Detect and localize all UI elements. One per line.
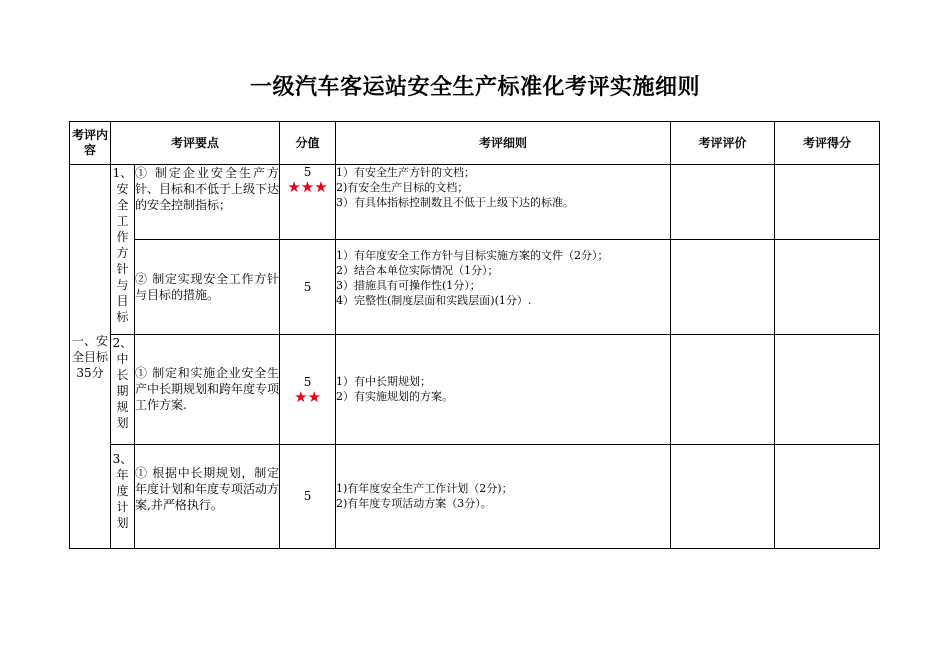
- table-row: [70, 335, 880, 445]
- key-point-text: ① 制定企业安全生产方针、目标和不低于上级下达的安全控制指标；: [135, 166, 280, 212]
- key-point-text: ② 制定实现安全工作方针与目标的措施。: [135, 272, 280, 302]
- rule-line: 2）有实施规划的方案。: [336, 390, 454, 403]
- points-cell[interactable]: [775, 335, 880, 445]
- evaluation-cell[interactable]: [671, 165, 775, 240]
- header-key-points: 考评要点: [111, 122, 280, 165]
- rule-line: 2）结合本单位实际情况（1分）；: [336, 264, 499, 277]
- points-cell[interactable]: [775, 165, 880, 240]
- rule-line: 3）有具体指标控制数且不低于上级下达的标准。: [336, 196, 575, 209]
- table-row: [70, 445, 880, 549]
- header-score: 分值: [280, 122, 336, 165]
- score-value: 5: [303, 280, 312, 294]
- score-value: 5: [303, 489, 312, 503]
- key-point-text: ① 根据中长期规划，制定年度计划和年度专项活动方案,并严格执行。: [135, 466, 280, 512]
- score-cell: [280, 240, 336, 335]
- score-value: 5: [303, 375, 312, 389]
- rule-line: 1）有年度安全工作方针与目标实施方案的文件（2分）；: [336, 249, 609, 262]
- subcategory-cell: [111, 165, 135, 335]
- table-row: [70, 240, 880, 335]
- category-label: 一、安全目标35分: [71, 333, 108, 380]
- key-point-cell: [135, 165, 280, 240]
- key-point-cell: [135, 445, 280, 549]
- star-rating-icon: ★★★: [287, 178, 328, 196]
- rule-line: 1）有安全生产方针的文档；: [336, 166, 476, 179]
- key-point-cell: [135, 335, 280, 445]
- header-evaluation: 考评评价: [671, 122, 775, 165]
- rule-line: 3）措施具有可操作性(1分）；: [336, 279, 481, 292]
- evaluation-cell[interactable]: [671, 445, 775, 549]
- category-cell: [70, 165, 111, 549]
- rules-cell: [336, 165, 671, 240]
- rules-cell: [336, 240, 671, 335]
- score-cell: [280, 165, 336, 240]
- rule-line: 2)有安全生产目标的文档；: [336, 181, 469, 194]
- subcategory-cell: [111, 445, 135, 549]
- evaluation-cell[interactable]: [671, 335, 775, 445]
- score-cell: [280, 335, 336, 445]
- rule-line: 1)有年度安全生产工作计划（2分)；: [336, 482, 513, 495]
- points-cell[interactable]: [775, 240, 880, 335]
- rules-cell: [336, 445, 671, 549]
- key-point-cell: [135, 240, 280, 335]
- evaluation-cell[interactable]: [671, 240, 775, 335]
- subcategory-label: 2、中长期规划: [112, 336, 133, 430]
- score-value: 5: [303, 165, 312, 179]
- subcategory-cell: [111, 335, 135, 445]
- table-header-row: [70, 122, 880, 165]
- score-cell: [280, 445, 336, 549]
- document-title: 一级汽车客运站安全生产标准化考评实施细则: [249, 75, 700, 100]
- star-rating-icon: ★★: [294, 388, 321, 406]
- header-points: 考评得分: [775, 122, 880, 165]
- rule-line: 4）完整性(制度层面和实践层面)(1分）.: [336, 294, 532, 307]
- rule-line: 1）有中长期规划；: [336, 375, 432, 388]
- key-point-text: ① 制定和实施企业安全生产中长期规划和跨年度专项工作方案.: [135, 366, 280, 412]
- rule-line: 2)有年度专项活动方案（3分）。: [336, 497, 492, 510]
- header-content: 考评内容: [70, 122, 111, 165]
- subcategory-label: 3、年度计划: [112, 452, 133, 530]
- subcategory-label: 1、安全工作方针与目标: [112, 166, 133, 324]
- points-cell[interactable]: [775, 445, 880, 549]
- table-row: [70, 165, 880, 240]
- evaluation-table: [69, 121, 880, 549]
- rules-cell: [336, 335, 671, 445]
- header-details: 考评细则: [336, 122, 671, 165]
